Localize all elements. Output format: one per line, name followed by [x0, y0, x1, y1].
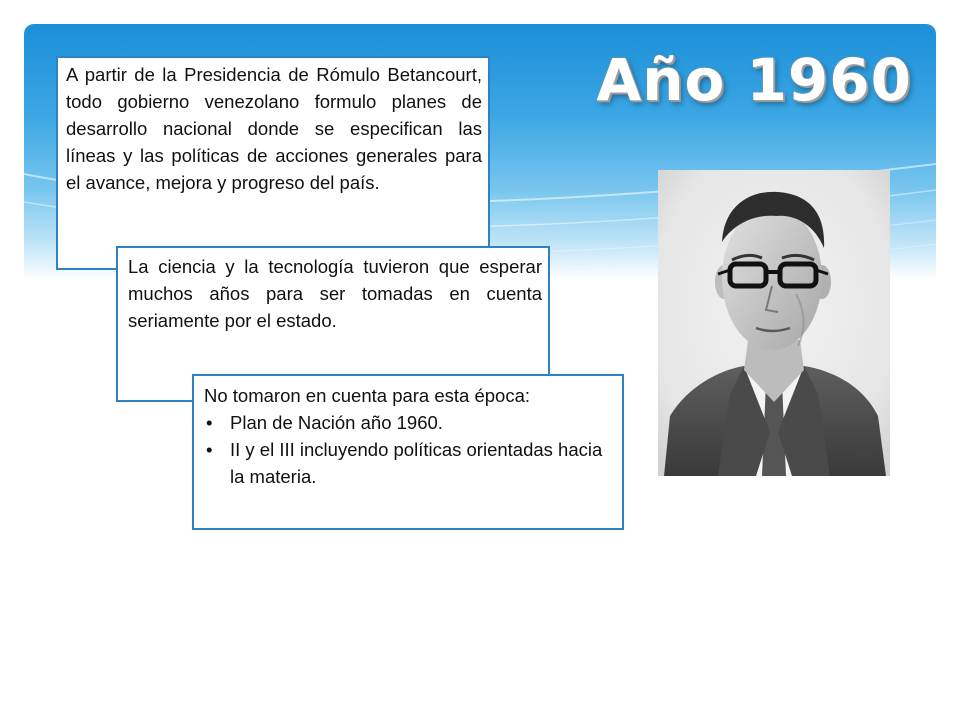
box-3-intro: No tomaron en cuenta para esta época:	[204, 385, 531, 406]
text-box-betancourt	[56, 56, 490, 270]
bullet-item: • Plan de Nación año 1960.	[204, 409, 614, 436]
box-3-bullet-list	[204, 409, 614, 490]
portrait-drawing-icon	[658, 170, 890, 476]
box-1-text: A partir de la Presidencia de Rómulo Betancourt, todo gobierno venezolano formulo planes de desarrollo nacional donde se especifican las líneas y las políticas de acciones generales para el avance, mejora y progreso del país.	[66, 64, 482, 193]
bullet-item: • II y el III incluyendo políticas orientadas hacia la materia.	[204, 436, 614, 490]
text-box-planes	[192, 374, 624, 530]
box-2-text: La ciencia y la tecnología tuvieron que esperar muchos años para ser tomadas en cuenta seriamente por el estado.	[128, 256, 542, 331]
slide-title: Año 1960	[596, 46, 912, 114]
